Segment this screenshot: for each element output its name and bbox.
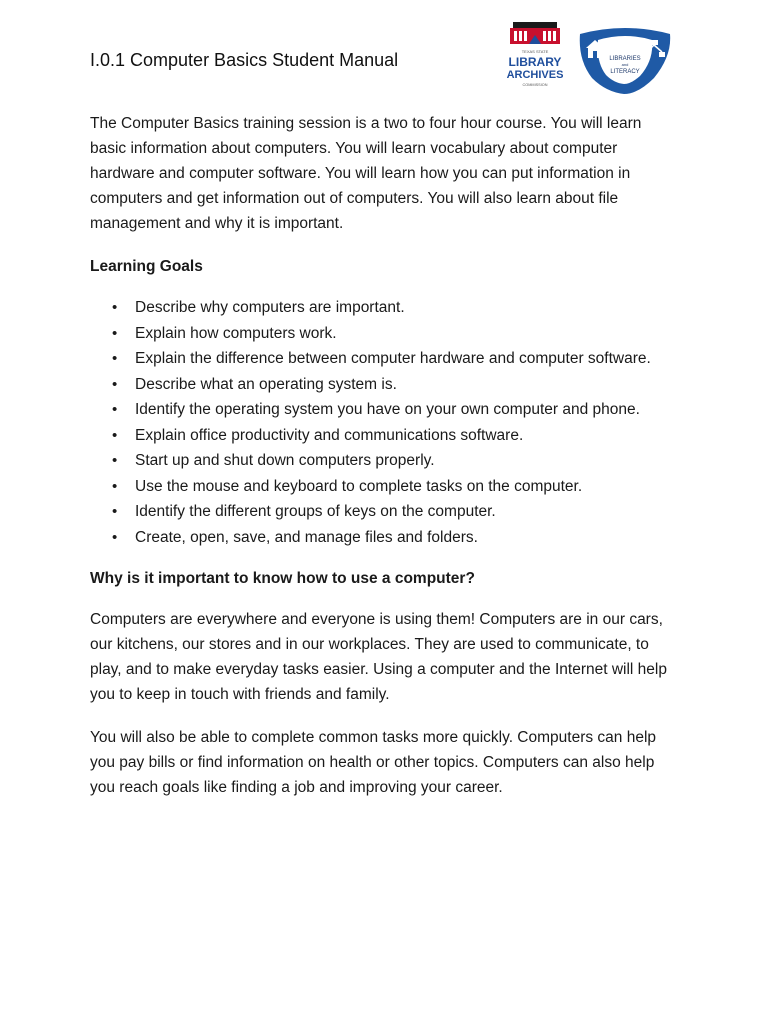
bullet-icon: • xyxy=(112,299,118,316)
importance-paragraph-2: You will also be able to complete common tasks more quickly. Computers can help you pay bills or find information on health or other topics. Computers can also help you reach goals like finding a job and improving your career. xyxy=(90,729,657,796)
literacy-line1: LIBRARIES xyxy=(609,56,641,62)
list-item xyxy=(90,372,680,398)
bullet-icon: • xyxy=(112,350,118,367)
list-item xyxy=(90,525,680,551)
list-item xyxy=(90,397,680,423)
goal-text: Explain office productivity and communications software. xyxy=(135,426,524,444)
learning-goals-heading: Learning Goals xyxy=(90,258,203,275)
archives-line1: TEXAS STATE xyxy=(521,49,549,54)
list-item xyxy=(90,346,680,372)
bullet-icon: • xyxy=(112,452,118,469)
library-archives-logo xyxy=(500,20,570,94)
bullet-icon: • xyxy=(112,426,118,444)
list-item xyxy=(90,474,680,500)
goal-text: Explain how computers work. xyxy=(135,324,337,342)
list-item xyxy=(90,423,680,449)
importance-paragraph-1: Computers are everywhere and everyone is using them! Computers are in our cars, our kitchens, our stores and in our workplaces. They are used to communicate, to play, and to make everyday tasks easier. Using a computer and the Internet will help you to keep in touch with friends and family. xyxy=(90,611,667,703)
goal-text: Describe what an operating system is. xyxy=(135,375,397,393)
learning-goals-list xyxy=(90,295,680,550)
archives-line2: LIBRARY xyxy=(508,55,562,69)
goal-text: Identify the operating system you have on your own computer and phone. xyxy=(135,401,640,418)
document-body xyxy=(90,111,680,818)
document-title: I.0.1 Computer Basics Student Manual xyxy=(90,50,399,70)
literacy-line2: and xyxy=(621,62,629,67)
archives-line3: ARCHIVES xyxy=(506,69,564,81)
literacy-line3: LITERACY xyxy=(610,69,640,75)
bullet-icon: • xyxy=(112,401,118,418)
bullet-icon: • xyxy=(112,477,118,495)
goal-text: Use the mouse and keyboard to complete tasks on the computer. xyxy=(135,477,583,495)
bullet-icon: • xyxy=(112,324,118,342)
archives-line4: COMMISSION xyxy=(522,83,548,87)
bullet-icon: • xyxy=(112,503,118,520)
list-item xyxy=(90,321,680,347)
goal-text: Identify the different groups of keys on the computer. xyxy=(135,503,496,520)
importance-heading: Why is it important to know how to use a computer? xyxy=(90,570,475,587)
goal-text: Create, open, save, and manage files and folders. xyxy=(135,528,478,546)
list-item xyxy=(90,295,680,321)
intro-paragraph: The Computer Basics training session is a two to four hour course. You will learn basic information about computers. You will learn vocabulary about computer hardware and computer software. You will learn how you can put information in computers and get information out of computers. You will also learn about file management and why it is important. xyxy=(90,115,642,232)
list-item xyxy=(90,499,680,525)
goal-text: Explain the difference between computer hardware and computer software. xyxy=(135,350,651,367)
bullet-icon: • xyxy=(112,528,118,546)
libraries-literacy-logo xyxy=(576,26,674,96)
list-item xyxy=(90,448,680,474)
goal-text: Describe why computers are important. xyxy=(135,299,405,316)
bullet-icon: • xyxy=(112,375,118,393)
logo-group xyxy=(500,20,680,98)
goal-text: Start up and shut down computers properly. xyxy=(135,452,435,469)
